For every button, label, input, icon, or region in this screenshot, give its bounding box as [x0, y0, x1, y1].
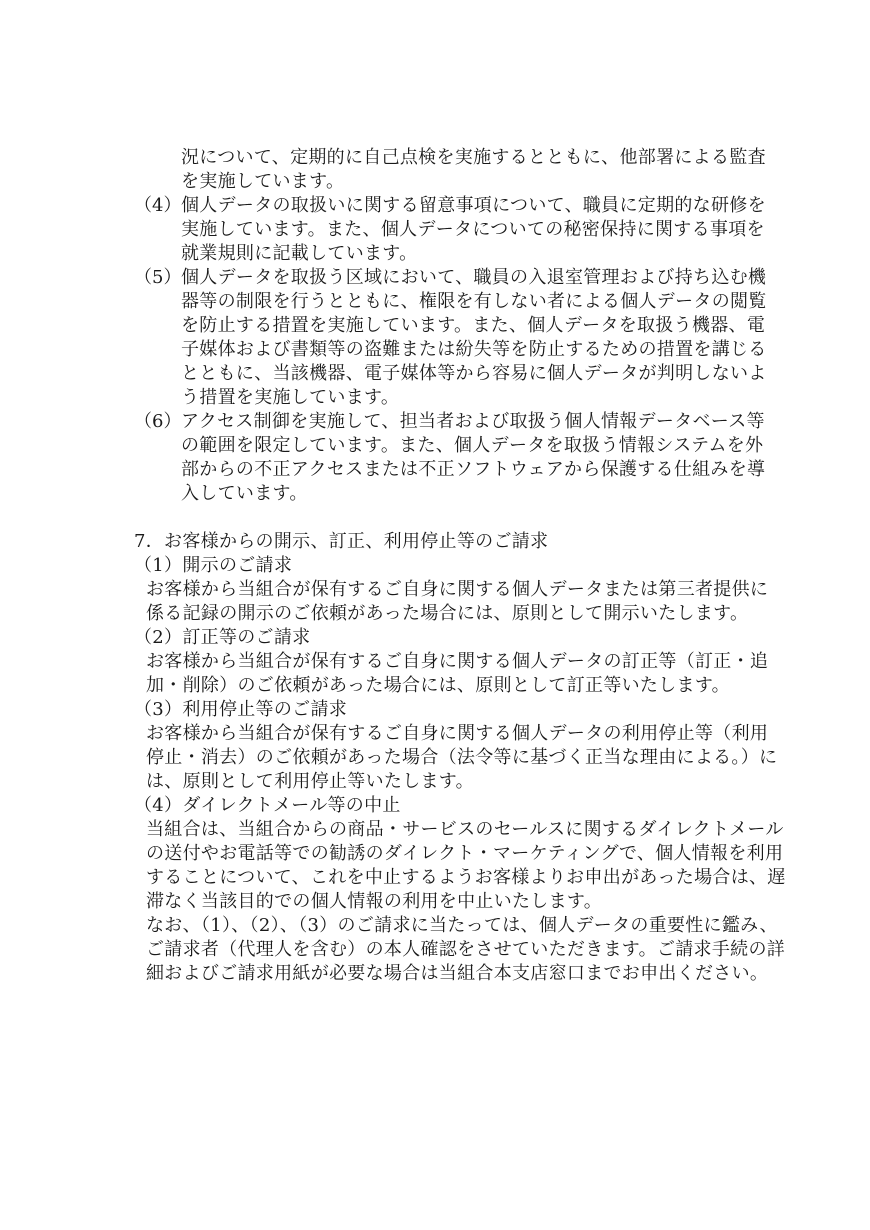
closing-line: 細およびご請求用紙が必要な場合は当組合本支店窓口までお申出ください。	[146, 963, 769, 984]
subsection-title: （4）ダイレクトメール等の中止	[134, 795, 401, 816]
paragraph-line: 器等の制限を行うとともに、権限を有しない者による個人データの閲覧	[181, 291, 767, 312]
paragraph-line: 滞なく当該目的での個人情報の利用を中止いたします。	[146, 891, 603, 912]
paragraph-line: お客様から当組合が保有するご自身に関する個人データの訂正等（訂正・追	[146, 651, 769, 672]
closing-line: なお、（1）、（2）、（3）のご請求に当たっては、個人データの重要性に鑑み、	[146, 915, 778, 936]
paragraph-line: 係る記録の開示のご依頼があった場合には、原則として開示いたします。	[146, 603, 749, 624]
paragraph-line: 就業規則に記載しています。	[181, 243, 418, 264]
paragraph-line: 実施しています。また、個人データについての秘密保持に関する事項を	[181, 219, 765, 240]
paragraph-line: を防止する措置を実施しています。また、個人データを取扱う機器、電	[181, 315, 766, 336]
list-item-number: （5）	[134, 267, 182, 288]
paragraph-line: の範囲を限定しています。また、個人データを取扱う情報システムを外	[181, 435, 764, 456]
subsection-title: （3）利用停止等のご請求	[134, 699, 348, 720]
closing-line: ご請求者（代理人を含む）の本人確認をさせていただきます。ご請求手続の詳	[146, 939, 786, 960]
paragraph-line: う措置を実施しています。	[181, 387, 400, 408]
paragraph-line: の送付やお電話等での勧誘のダイレクト・マーケティングで、個人情報を利用	[146, 843, 784, 864]
list-item-number: （6）	[134, 411, 182, 432]
paragraph-line: お客様から当組合が保有するご自身に関する個人データの利用停止等（利用	[146, 723, 769, 744]
paragraph-line: 停止・消去）のご依頼があった場合（法令等に基づく正当な理由による。）に	[146, 747, 778, 768]
paragraph-line: は、原則として利用停止等いたします。	[146, 771, 474, 792]
paragraph-line: を実施しています。	[181, 171, 345, 192]
paragraph-line: することについて、これを中止するようお客様よりお申出があった場合は、遅	[146, 867, 786, 888]
paragraph-line: 況について、定期的に自己点検を実施するとともに、他部署による監査	[181, 147, 766, 168]
paragraph-line: アクセス制御を実施して、担当者および取扱う個人情報データベース等	[181, 411, 765, 432]
paragraph-line: とともに、当該機器、電子媒体等から容易に個人データが判明しないよ	[181, 363, 767, 384]
paragraph-line: 部からの不正アクセスまたは不正ソフトウェアから保護する仕組みを導	[181, 459, 766, 480]
paragraph-line: 個人データを取扱う区域において、職員の入退室管理および持ち込む機	[181, 267, 767, 288]
list-item-number: （4）	[134, 195, 182, 216]
subsection-title: （1）開示のご請求	[134, 555, 293, 576]
paragraph-line: お客様から当組合が保有するご自身に関する個人データまたは第三者提供に	[146, 579, 769, 600]
paragraph-line: 子媒体および書類等の盗難または紛失等を防止するための措置を講じる	[181, 339, 767, 360]
section-heading: 7．お客様からの開示、訂正、利用停止等のご請求	[134, 531, 549, 552]
paragraph-line: 個人データの取扱いに関する留意事項について、職員に定期的な研修を	[181, 195, 766, 216]
subsection-title: （2）訂正等のご請求	[134, 627, 311, 648]
paragraph-line: 当組合は、当組合からの商品・サービスのセールスに関するダイレクトメール	[146, 819, 784, 840]
paragraph-line: 入しています。	[181, 483, 308, 504]
paragraph-line: 加・削除）のご依頼があった場合には、原則として訂正等いたします。	[146, 675, 730, 696]
